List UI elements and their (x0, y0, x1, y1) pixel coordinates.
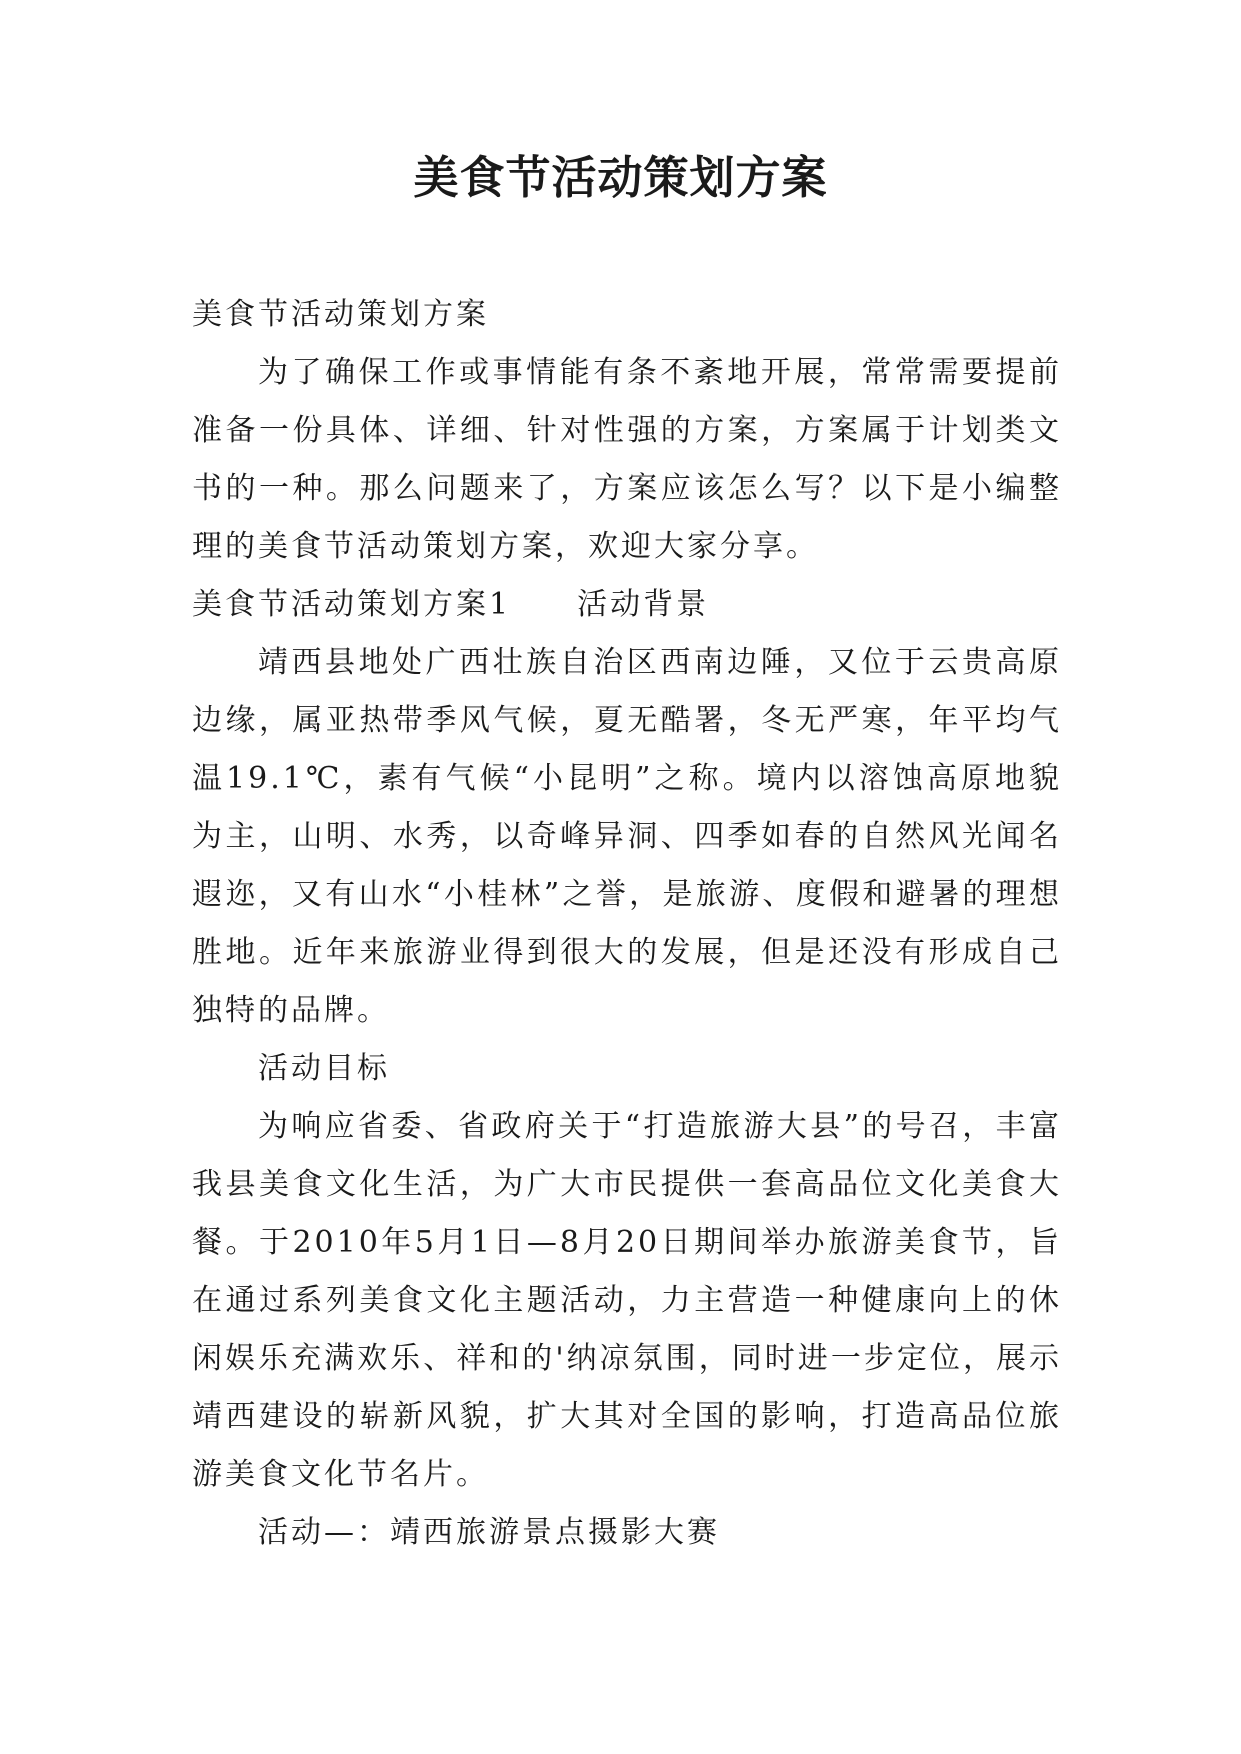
section-heading: 美食节活动策划方案 (192, 297, 489, 332)
document-title: 美食节活动策划方案 (413, 151, 828, 204)
background-paragraph: 靖西县地处广西壮族自治区西南边陲，又位于云贵高原边缘，属亚热带季风气候，夏无酷署，冬无严寒，年平均气温19.1℃，素有气候“小昆明”之称。境内以溶蚀高原地貌为主，山明、水秀，以奇峰异洞、四季如春的自然风光闻名遐迩，又有山水“小桂林”之誉，是旅游、度假和避暑的理想胜地。近年来旅游业得到很大的发展，但是还没有形成自己独特的品牌。 (192, 645, 1062, 1028)
plan-heading: 美食节活动策划方案1 (192, 587, 512, 622)
goal-heading: 活动目标 (258, 1051, 390, 1086)
intro-paragraph: 为了确保工作或事情能有条不紊地开展，常常需要提前准备一份具体、详细、针对性强的方案，方案属于计划类文书的一种。那么问题来了，方案应该怎么写？以下是小编整理的美食节活动策划方案，欢迎大家分享。 (192, 355, 1062, 564)
goal-paragraph: 为响应省委、省政府关于“打造旅游大县”的号召，丰富我县美食文化生活，为广大市民提供一套高品位文化美食大餐。于2010年5月1日—8月20日期间举办旅游美食节，旨在通过系列美食文化主题活动，力主营造一种健康向上的休闲娱乐充满欢乐、祥和的'纳凉氛围，同时进一步定位，展示靖西建设的崭新风貌，扩大其对全国的影响，打造高品位旅游美食文化节名片。 (192, 1109, 1062, 1492)
document-body (192, 286, 1062, 1562)
background-heading: 活动背景 (577, 587, 710, 622)
activity-one-heading: 活动—：靖西旅游景点摄影大赛 (258, 1515, 720, 1550)
plan-heading-line (192, 576, 1062, 634)
